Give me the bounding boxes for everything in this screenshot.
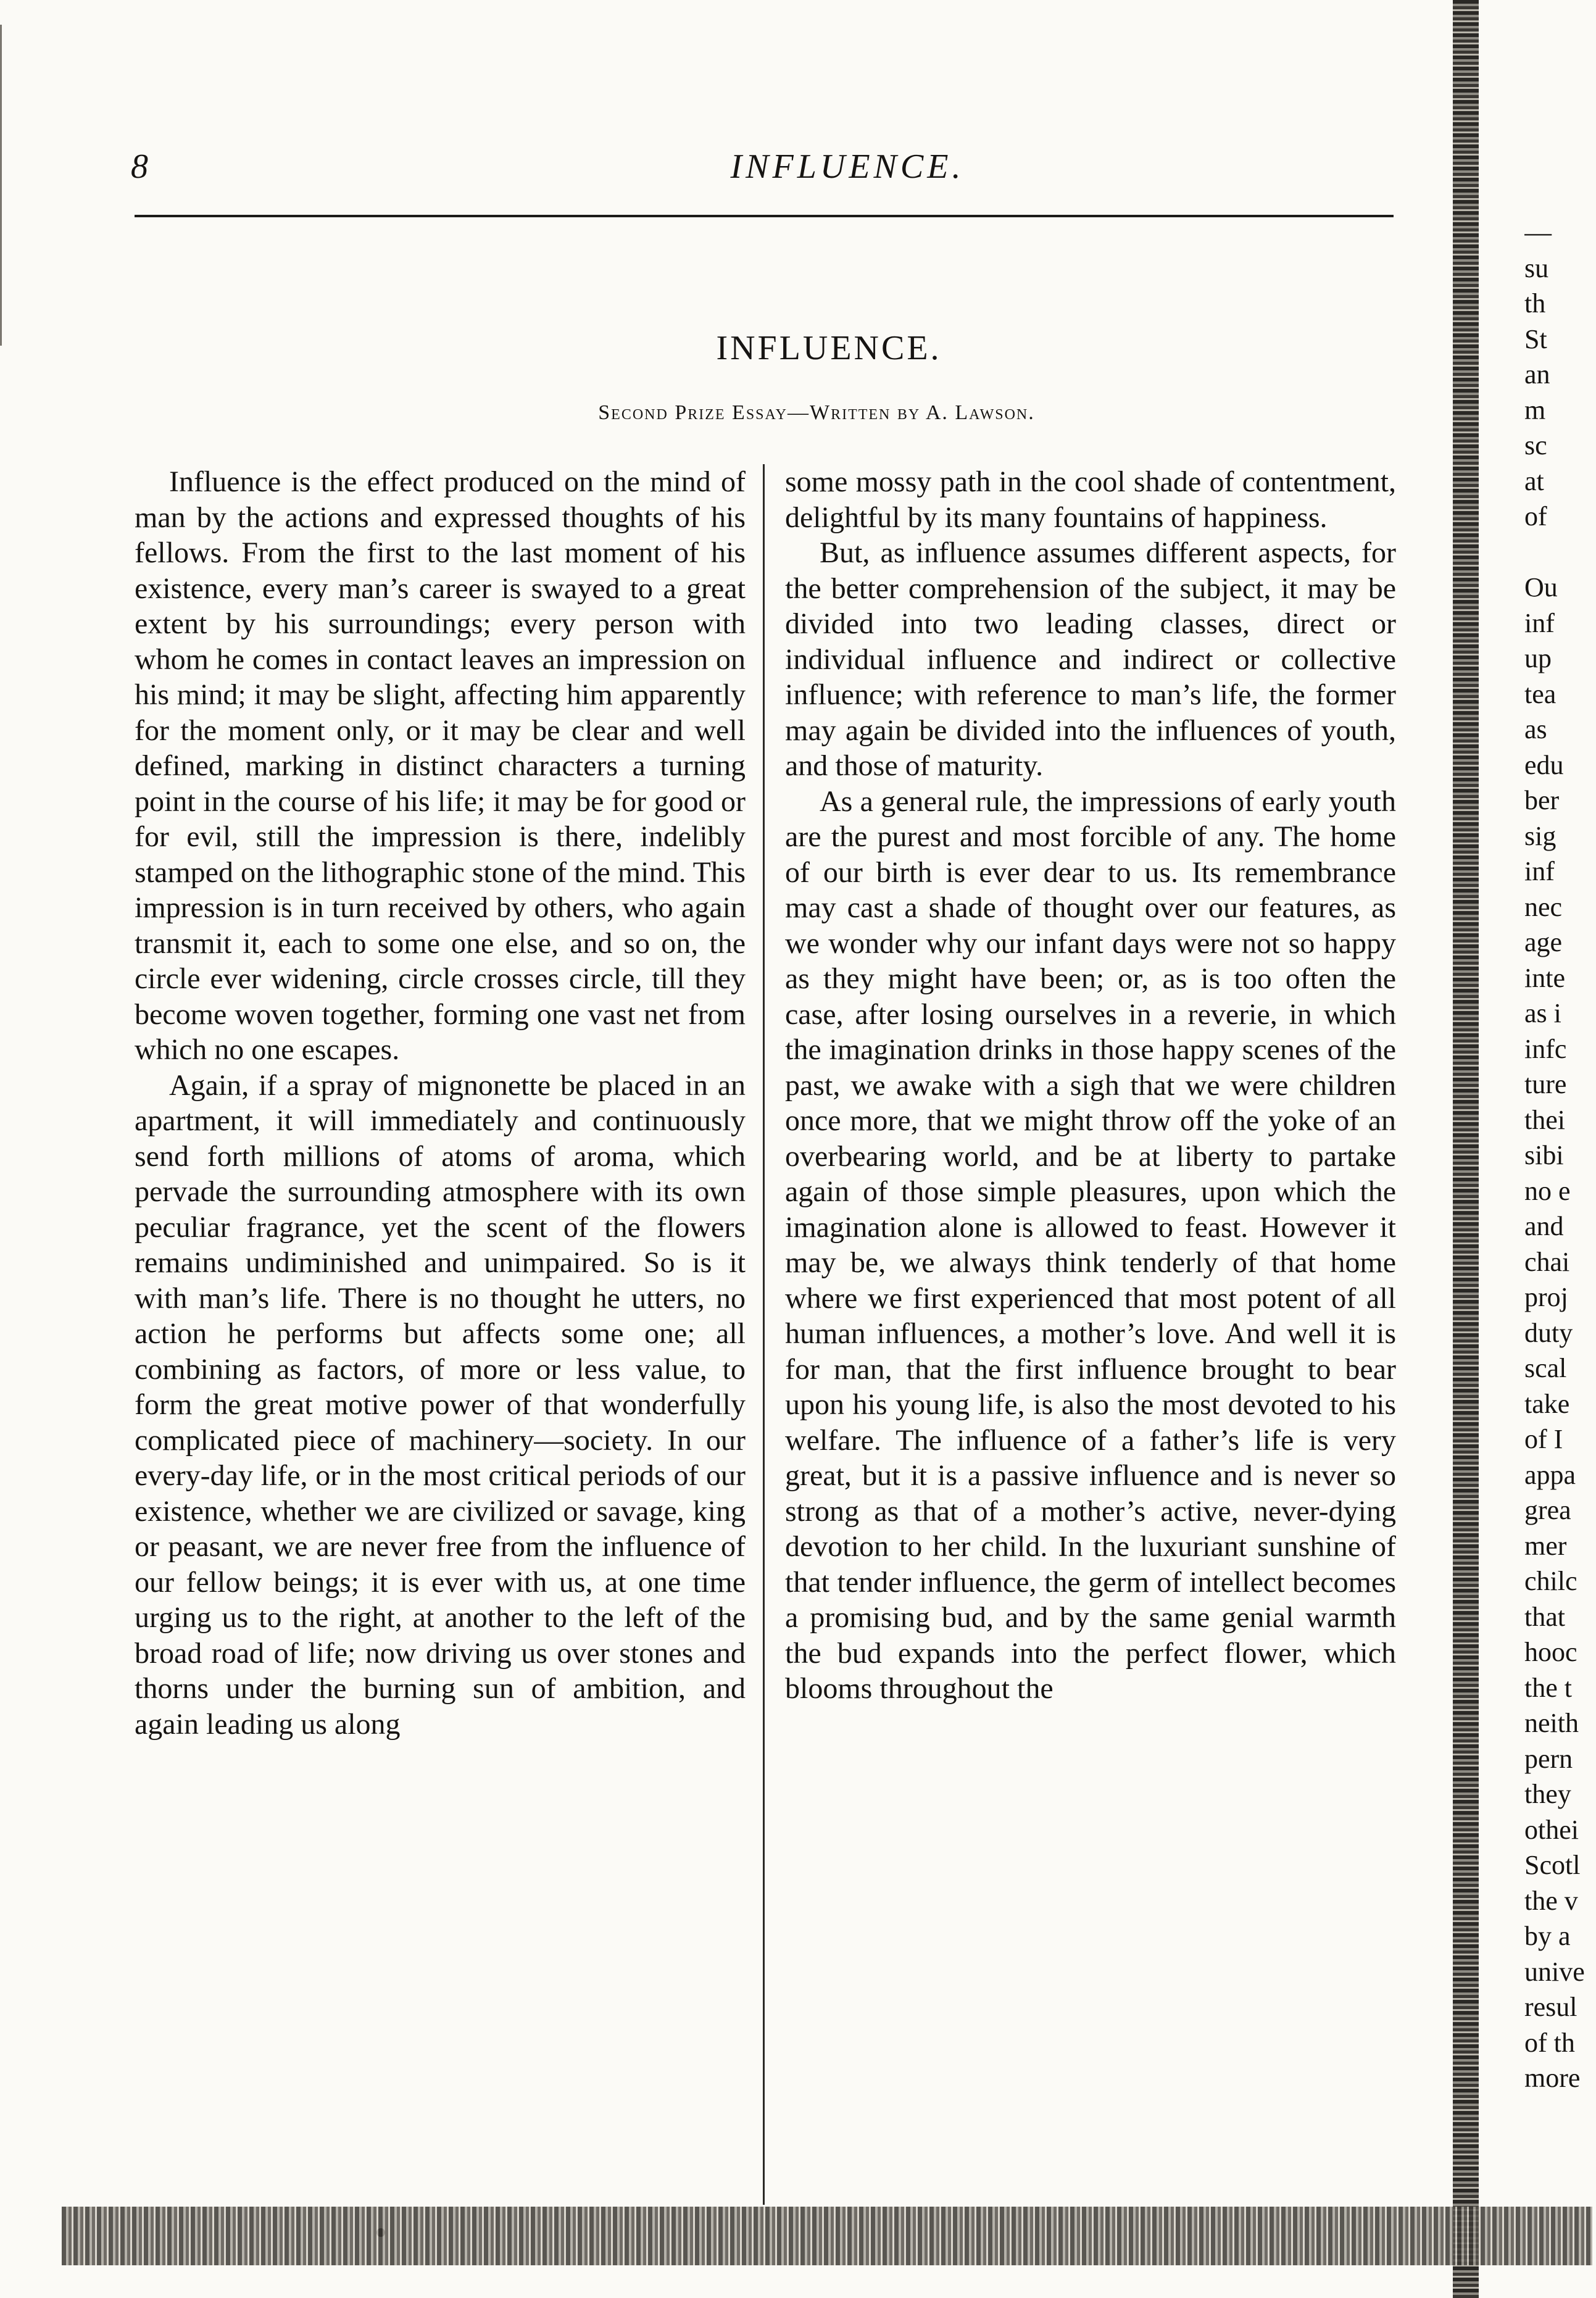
adjacent-page-fragment: su: [1524, 252, 1549, 283]
adjacent-page-fragment: take: [1524, 1388, 1570, 1419]
adjacent-page-fragment: scal: [1524, 1353, 1567, 1383]
adjacent-page-fragment: Scotl: [1524, 1850, 1581, 1880]
adjacent-page-fragment: proj: [1524, 1282, 1568, 1312]
adjacent-page-fragment: inf: [1524, 607, 1555, 638]
text-column-right: [785, 464, 1396, 1707]
scan-edge-band: [62, 2207, 1592, 2265]
text-column-left: [135, 464, 746, 1742]
adjacent-page-fragment: that: [1524, 1601, 1565, 1632]
adjacent-page-fragment: grea: [1524, 1495, 1571, 1525]
adjacent-page-fragment: nec: [1524, 891, 1563, 922]
paragraph: As a general rule, the impressions of early youth are the purest and most forcible of any. The home of our birth is ever dear to us. Its remembrance may cast a shade of thought over our features, as we wonder why our infant days were not so happy as they might have been; or, as is too often the case, after losing ourselves in a reverie, in which the imagination drinks in those happy scenes of the past, we awake with a sigh that we were children once more, that we might throw off the yoke of an overbearing world, and be at liberty to partake again of those simple pleasures, upon which the imagination alone is allowed to feast. However it may be, we always think tenderly of that home where we first experienced that most potent of all human influences, a mother’s love. And well it is for man, that the first influence brought to bear upon his young life, is also the most devoted to his welfare. The influence of a father’s life is very great, but it is a passive influence and is never so strong as that of a mother’s active, never-dying devotion to her child. In the luxuriant sunshine of that tender influence, the germ of intellect becomes a promising bud, and by the same genial warmth the bud expands into the perfect flower, which blooms throughout the: [785, 785, 1396, 1705]
adjacent-page-fragment: as: [1524, 714, 1547, 744]
adjacent-page-fragment: pern: [1524, 1743, 1573, 1774]
running-title: INFLUENCE.: [730, 148, 965, 186]
adjacent-page-fragments: [1524, 215, 1592, 2096]
adjacent-page-fragment: age: [1524, 927, 1563, 957]
adjacent-page-fragment: sibi: [1524, 1140, 1564, 1170]
adjacent-page-fragment: Ou: [1524, 572, 1558, 602]
essay-byline: Second Prize Essay—Written by A. Lawson.: [598, 401, 1035, 424]
adjacent-page-fragment: of I: [1524, 1424, 1563, 1454]
adjacent-page-fragment: as i: [1524, 998, 1561, 1028]
adjacent-page-fragment: by a: [1524, 1921, 1571, 1951]
page-number: 8: [131, 148, 148, 186]
header-rule: [135, 215, 1394, 217]
adjacent-page-fragment: inf: [1524, 856, 1555, 886]
paragraph-continued: some mossy path in the cool shade of contentment, delightful by its many fountains of happiness.: [785, 465, 1396, 534]
adjacent-page-fragment: m: [1524, 394, 1546, 425]
adjacent-page-fragment: up: [1524, 643, 1552, 673]
adjacent-page-fragment: resul: [1524, 1992, 1577, 2022]
adjacent-page-fragment: of th: [1524, 2027, 1575, 2058]
adjacent-page-fragment: edu: [1524, 749, 1564, 780]
adjacent-page-fragment: ture: [1524, 1069, 1567, 1099]
adjacent-page-fragment: neith: [1524, 1708, 1579, 1738]
adjacent-page-fragment: —: [1524, 217, 1552, 248]
adjacent-page-fragment: tea: [1524, 678, 1557, 709]
adjacent-page-fragment: the t: [1524, 1672, 1572, 1703]
adjacent-page-fragment: chilc: [1524, 1566, 1577, 1596]
adjacent-page-fragment: they: [1524, 1779, 1571, 1809]
book-gutter: [1453, 0, 1479, 2298]
adjacent-page-fragment: at: [1524, 465, 1544, 496]
adjacent-page-fragment: of: [1524, 501, 1547, 531]
adjacent-page-fragment: chai: [1524, 1246, 1570, 1277]
adjacent-page-fragment: St: [1524, 323, 1547, 354]
adjacent-page-fragment: thei: [1524, 1104, 1565, 1135]
adjacent-page-fragment: the v: [1524, 1885, 1578, 1916]
adjacent-page-fragment: sig: [1524, 820, 1557, 851]
adjacent-page-fragment: othei: [1524, 1814, 1579, 1845]
adjacent-page-fragment: and: [1524, 1211, 1564, 1241]
adjacent-page-fragment: sc: [1524, 430, 1547, 460]
adjacent-page-fragment: an: [1524, 359, 1550, 389]
adjacent-page-fragment: th: [1524, 288, 1546, 318]
adjacent-page-fragment: no e: [1524, 1175, 1571, 1206]
essay-title: INFLUENCE.: [716, 329, 942, 367]
adjacent-page-fragment: duty: [1524, 1317, 1573, 1348]
adjacent-page-fragment: hooc: [1524, 1637, 1577, 1667]
adjacent-page-fragment: appa: [1524, 1459, 1576, 1490]
adjacent-page-fragment: mer: [1524, 1530, 1567, 1561]
paragraph: But, as influence assumes different aspects, for the better comprehension of the subject, it may be divided into two leading classes, direct or individual influence and indirect or collective influence; with reference to man’s life, the former may again be divided into the influences of youth, and those of maturity.: [785, 536, 1396, 782]
column-divider: [763, 464, 765, 2205]
paragraph: Again, if a spray of mignonette be placed in an apartment, it will immediately and continuously send forth millions of atoms of aroma, which pervade the surrounding atmosphere with its own peculiar fragrance, yet the scent of the flowers remains undiminished and unimpaired. So is it with man’s life. There is no thought he utters, no action he performs but affects some one; all combining as factors, of more or less value, to form the great motive power of that wonderfully complicated piece of machinery—society. In our every-day life, or in the most critical periods of our existence, whether we are civilized or savage, king or peasant, we are never free from the influence of our fellow beings; it is ever with us, at one time urging us to the right, at another to the left of the broad road of life; now driving us over stones and thorns under the burning sun of ambition, and again leading us along: [135, 1068, 746, 1741]
adjacent-page-fragment: unive: [1524, 1956, 1585, 1987]
paragraph: Influence is the effect produced on the mind of man by the actions and expressed thoughts of his fellows. From the first to the last moment of his existence, every man’s career is swayed to a great extent by his surroundings; every person with whom he comes in contact leaves an impression on his mind; it may be slight, affecting him apparently for the moment only, or it may be clear and well defined, marking in distinct characters a turning point in the course of his life; it may be for good or for evil, still the impression is there, indelibly stamped on the lithographic stone of the mind. This impression is in turn received by others, who again transmit it, each to some one else, and so on, the circle ever widening, circle crosses circle, till they become woven together, forming one vast net from which no one escapes.: [135, 465, 746, 1066]
adjacent-page-fragment: ber: [1524, 785, 1560, 815]
adjacent-page-fragment: more: [1524, 2063, 1581, 2093]
adjacent-page-fragment: [1524, 535, 1592, 570]
adjacent-page-fragment: inte: [1524, 962, 1565, 993]
adjacent-page-fragment: infc: [1524, 1033, 1567, 1064]
